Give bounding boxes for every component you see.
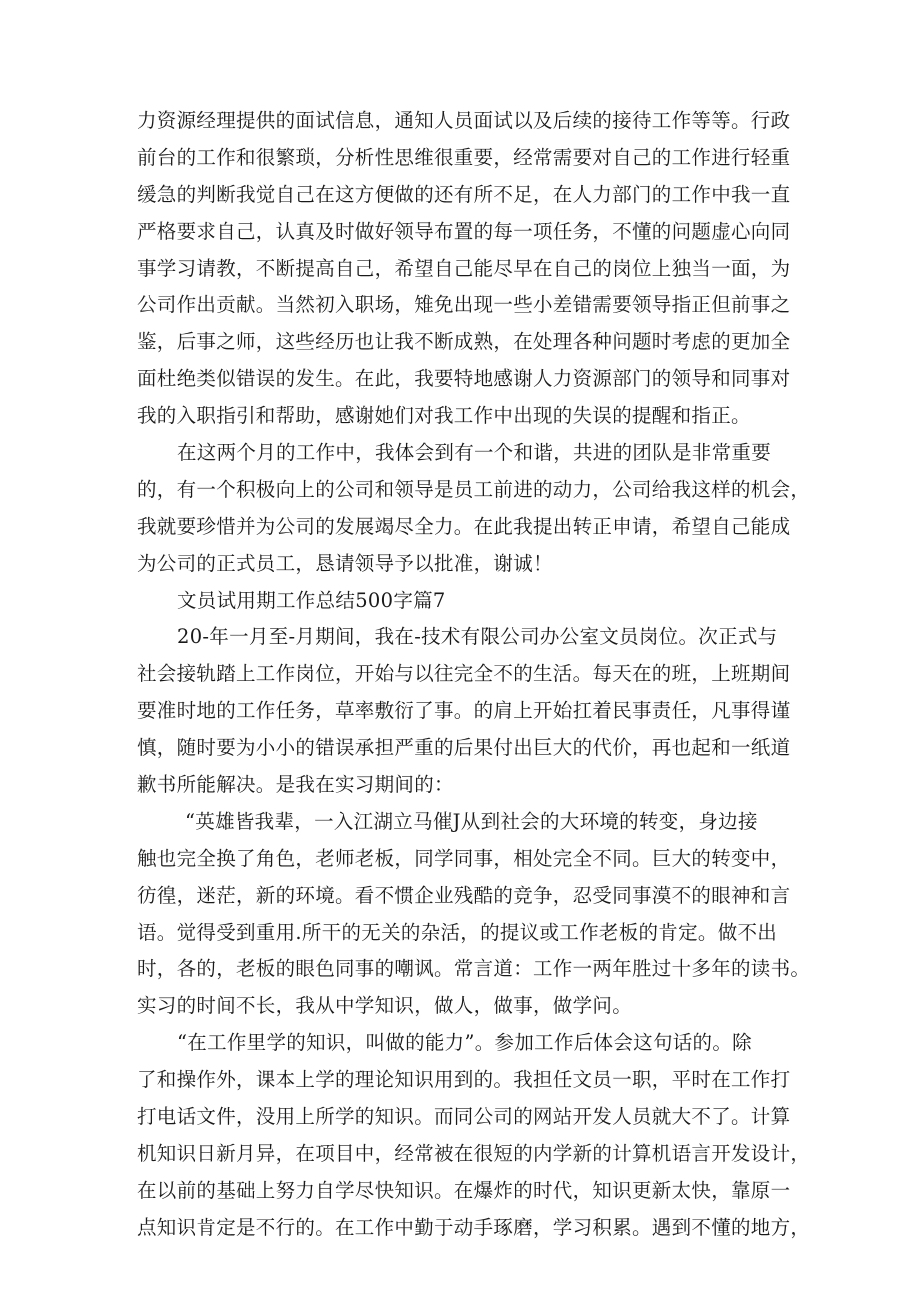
text-line: 实习的时间不长，我从中学知识，做人，做事，做学问。 [137,994,633,1018]
text-line: 严格要求自己，认真及时做好领导布置的每一项任务，不懂的问题虚心向同 [137,219,791,243]
text-line: 机知识日新月异，在项目中，经常被在很短的内学新的计算机语言开发设计， [137,1141,811,1165]
section-heading: 文员试用期工作总结500字篇7 [177,588,446,612]
text-line: 社会接轨踏上工作岗位，开始与以往完全不的生活。每天在的班，上班期间 [137,662,791,686]
text-line: 歉书所能解决。是我在实习期间的： [137,773,454,797]
paragraph-start-line: “在工作里学的知识，叫做的能力”。参加工作后体会这句话的。除 [177,1031,752,1055]
text-line: 我就要珍惜并为公司的发展竭尽全力。在此我提出转正申请，希望自己能成 [137,514,791,538]
text-line: 为公司的正式员工，恳请领导予以批准，谢诚！ [137,551,553,575]
text-line: 事学习请教，不断提高自己，希望自己能尽早在自己的岗位上独当一面，为 [137,256,791,280]
text-line: 在以前的基础上努力自学尽快知识。在爆炸的时代，知识更新太快，靠原一 [137,1178,791,1202]
text-line: 鉴，后事之师，这些经历也让我不断成熟，在处理各种问题时考虑的更加全 [137,330,791,354]
text-line: 前台的工作和很繁琐，分析性思维很重要，经常需要对自己的工作进行轻重 [137,145,791,169]
text-line: 要准时地的工作任务，草率敷衍了事。的肩上开始扛着民事责任，凡事得谨 [137,699,791,723]
text-line: 力资源经理提供的面试信息，通知人员面试以及后续的接待工作等等。行政 [137,109,791,132]
paragraph-start-line: 20-年一月至-月期间，我在-技术有限公司办公室文员岗位。次正式与 [177,625,778,649]
text-line: 打电话文件，没用上所学的知识。而同公司的网站开发人员就大不了。计算 [137,1105,791,1129]
text-line: 彷徨，迷茫，新的环境。看不惯企业残酷的竞争，忍受同事漠不的眼神和言 [137,883,791,907]
text-line: 语。觉得受到重用.所干的无关的杂活，的提议或工作老板的肯定。做不出 [137,920,778,944]
text-line: 的，有一个积极向上的公司和领导是员工前进的动力，公司给我这样的机会， [137,477,811,501]
document-body [137,103,811,1247]
text-line: 时，各的，老板的眼色同事的嘲讽。常言道：工作一两年胜过十多年的读书。 [137,957,811,981]
text-line: 点知识肯定是不行的。在工作中勤于动手琢磨，学习积累。遇到不懂的地方， [137,1215,811,1239]
text-line: 慎，随时要为小小的错误承担严重的后果付出巨大的代价，再也起和一纸道 [137,736,791,760]
paragraph-start-line: “英雄皆我辈，一入江湖立马催J从到社会的大环境的转变，身边接 [185,809,758,833]
text-line: 触也完全换了角色，老师老板，同学同事，相处完全不同。巨大的转变中， [137,846,791,870]
paragraph-start-line: 在这两个月的工作中，我体会到有一个和谐，共进的团队是非常重要 [177,441,772,465]
text-line: 公司作出贡献。当然初入职场，雉免出现一些小差错需要领导指正但前事之 [137,293,791,317]
text-line: 了和操作外，课本上学的理论知识用到的。我担任文员一职，平时在工作打 [137,1068,791,1092]
text-line: 面杜绝类似错误的发生。在此，我要特地感谢人力资源部门的领导和同事对 [137,367,791,391]
text-line: 缓急的判断我觉自己在这方便做的还有所不足，在人力部门的工作中我一直 [137,182,791,206]
text-line: 我的入职指引和帮助，感谢她们对我工作中出现的失误的提醒和指正。 [137,404,751,428]
